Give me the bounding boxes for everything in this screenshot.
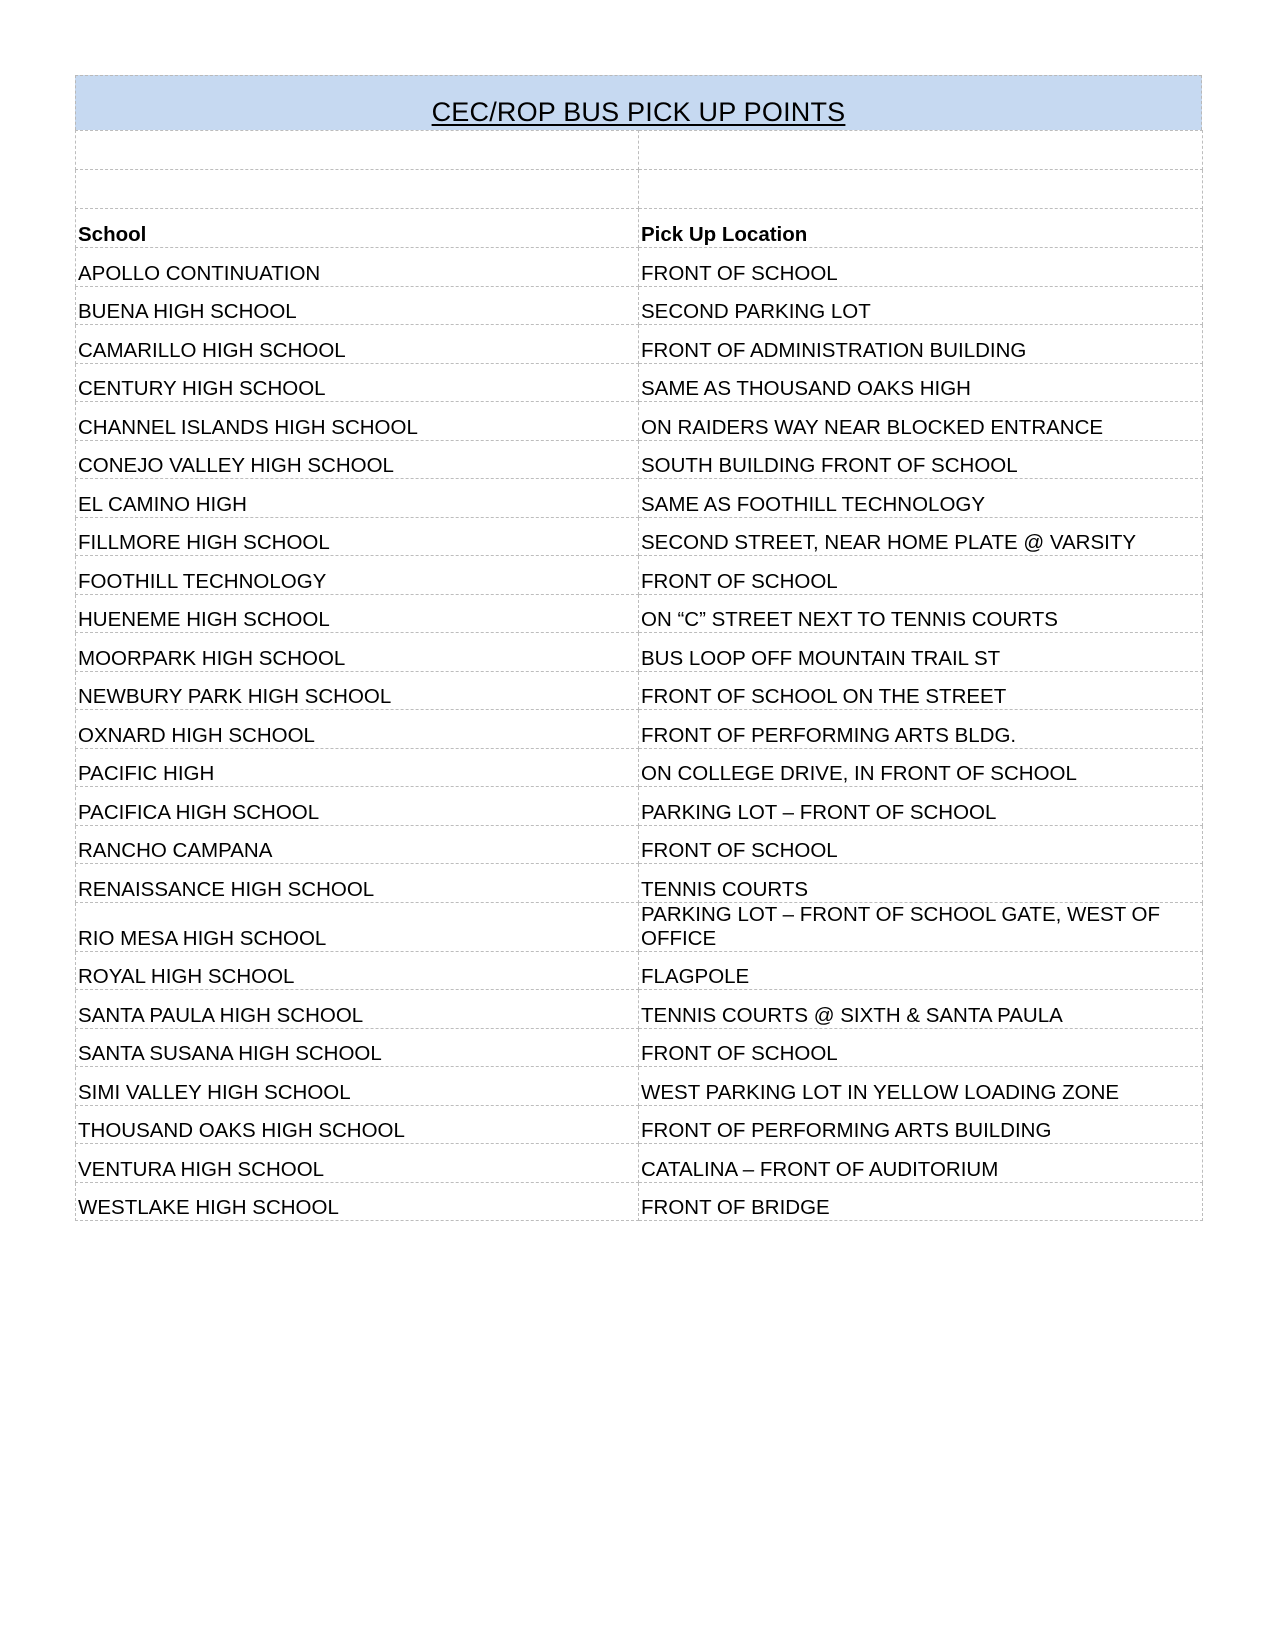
table-row	[76, 325, 1203, 364]
school-cell: CONEJO VALLEY HIGH SCHOOL	[76, 440, 639, 479]
school-cell: SANTA SUSANA HIGH SCHOOL	[76, 1028, 639, 1067]
school-cell: HUENEME HIGH SCHOOL	[76, 594, 639, 633]
table-row	[76, 1144, 1203, 1183]
location-cell: PARKING LOT – FRONT OF SCHOOL GATE, WEST OF OFFICE	[639, 902, 1203, 951]
school-cell: SIMI VALLEY HIGH SCHOOL	[76, 1067, 639, 1106]
school-cell: BUENA HIGH SCHOOL	[76, 286, 639, 325]
blank-cell	[76, 131, 639, 170]
location-cell: FRONT OF SCHOOL	[639, 248, 1203, 287]
table-row	[76, 633, 1203, 672]
blank-cell	[639, 170, 1203, 209]
location-cell: FRONT OF SCHOOL	[639, 1028, 1203, 1067]
table-row	[76, 671, 1203, 710]
pickup-table	[75, 130, 1203, 1221]
table-row	[76, 286, 1203, 325]
school-cell: VENTURA HIGH SCHOOL	[76, 1144, 639, 1183]
school-cell: CENTURY HIGH SCHOOL	[76, 363, 639, 402]
school-cell: ROYAL HIGH SCHOOL	[76, 951, 639, 990]
table-row	[76, 517, 1203, 556]
column-header-location: Pick Up Location	[639, 209, 1203, 248]
location-cell: SECOND STREET, NEAR HOME PLATE @ VARSITY	[639, 517, 1203, 556]
school-cell: SANTA PAULA HIGH SCHOOL	[76, 990, 639, 1029]
location-cell: TENNIS COURTS	[639, 864, 1203, 903]
header-row	[76, 209, 1203, 248]
location-cell: FRONT OF PERFORMING ARTS BUILDING	[639, 1105, 1203, 1144]
location-cell: SOUTH BUILDING FRONT OF SCHOOL	[639, 440, 1203, 479]
location-cell: ON COLLEGE DRIVE, IN FRONT OF SCHOOL	[639, 748, 1203, 787]
table-row	[76, 248, 1203, 287]
location-cell: WEST PARKING LOT IN YELLOW LOADING ZONE	[639, 1067, 1203, 1106]
location-cell: TENNIS COURTS @ SIXTH & SANTA PAULA	[639, 990, 1203, 1029]
blank-row	[76, 131, 1203, 170]
location-cell: SECOND PARKING LOT	[639, 286, 1203, 325]
pickup-sheet	[75, 75, 1202, 1221]
location-cell: PARKING LOT – FRONT OF SCHOOL	[639, 787, 1203, 826]
school-cell: FOOTHILL TECHNOLOGY	[76, 556, 639, 595]
school-cell: THOUSAND OAKS HIGH SCHOOL	[76, 1105, 639, 1144]
blank-cell	[76, 170, 639, 209]
table-row	[76, 748, 1203, 787]
table-row	[76, 825, 1203, 864]
school-cell: CHANNEL ISLANDS HIGH SCHOOL	[76, 402, 639, 441]
school-cell: NEWBURY PARK HIGH SCHOOL	[76, 671, 639, 710]
location-cell: SAME AS FOOTHILL TECHNOLOGY	[639, 479, 1203, 518]
table-row	[76, 479, 1203, 518]
school-cell: CAMARILLO HIGH SCHOOL	[76, 325, 639, 364]
location-cell: FRONT OF SCHOOL	[639, 556, 1203, 595]
school-cell: PACIFICA HIGH SCHOOL	[76, 787, 639, 826]
table-row	[76, 363, 1203, 402]
pickup-table-body	[76, 131, 1203, 1221]
location-cell: SAME AS THOUSAND OAKS HIGH	[639, 363, 1203, 402]
table-row	[76, 556, 1203, 595]
school-cell: EL CAMINO HIGH	[76, 479, 639, 518]
blank-cell	[639, 131, 1203, 170]
table-row	[76, 710, 1203, 749]
school-cell: RANCHO CAMPANA	[76, 825, 639, 864]
school-cell: APOLLO CONTINUATION	[76, 248, 639, 287]
table-row	[76, 787, 1203, 826]
location-cell: FRONT OF BRIDGE	[639, 1182, 1203, 1221]
school-cell: OXNARD HIGH SCHOOL	[76, 710, 639, 749]
school-cell: FILLMORE HIGH SCHOOL	[76, 517, 639, 556]
school-cell: RIO MESA HIGH SCHOOL	[76, 902, 639, 951]
table-row	[76, 1105, 1203, 1144]
table-row	[76, 864, 1203, 903]
column-header-school: School	[76, 209, 639, 248]
location-cell: ON “C” STREET NEXT TO TENNIS COURTS	[639, 594, 1203, 633]
location-cell: FRONT OF ADMINISTRATION BUILDING	[639, 325, 1203, 364]
table-row	[76, 1067, 1203, 1106]
school-cell: WESTLAKE HIGH SCHOOL	[76, 1182, 639, 1221]
table-row	[76, 951, 1203, 990]
school-cell: MOORPARK HIGH SCHOOL	[76, 633, 639, 672]
school-cell: PACIFIC HIGH	[76, 748, 639, 787]
location-cell: CATALINA – FRONT OF AUDITORIUM	[639, 1144, 1203, 1183]
table-row	[76, 402, 1203, 441]
location-cell: FRONT OF SCHOOL ON THE STREET	[639, 671, 1203, 710]
table-row	[76, 594, 1203, 633]
location-cell: FRONT OF PERFORMING ARTS BLDG.	[639, 710, 1203, 749]
school-cell: RENAISSANCE HIGH SCHOOL	[76, 864, 639, 903]
table-row	[76, 1028, 1203, 1067]
location-cell: FRONT OF SCHOOL	[639, 825, 1203, 864]
location-cell: ON RAIDERS WAY NEAR BLOCKED ENTRANCE	[639, 402, 1203, 441]
blank-row	[76, 170, 1203, 209]
location-cell: BUS LOOP OFF MOUNTAIN TRAIL ST	[639, 633, 1203, 672]
page-title: CEC/ROP BUS PICK UP POINTS	[431, 97, 846, 127]
table-row	[76, 440, 1203, 479]
table-row	[76, 990, 1203, 1029]
title-band	[75, 75, 1202, 130]
table-row	[76, 1182, 1203, 1221]
table-row	[76, 902, 1203, 951]
location-cell: FLAGPOLE	[639, 951, 1203, 990]
